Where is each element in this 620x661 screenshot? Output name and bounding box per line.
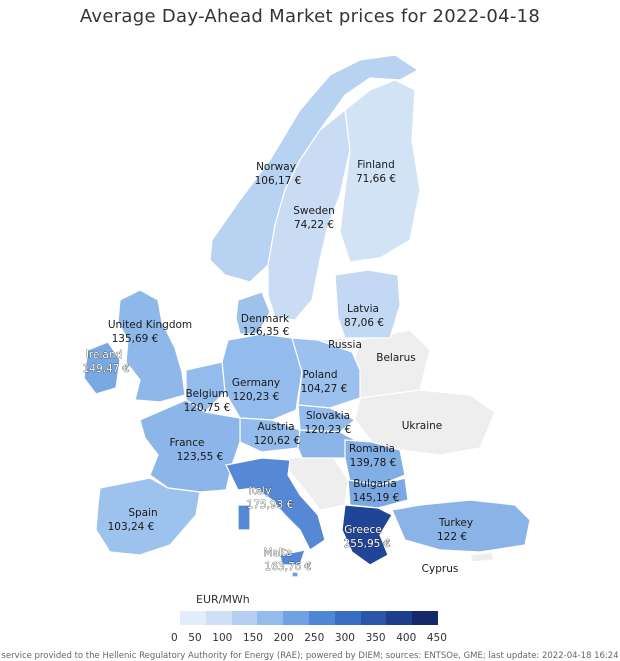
label-sweden-name: Sweden [293,205,335,217]
label-denmark-price: 126,35 € [242,326,290,338]
country-belarus[interactable] [352,330,430,398]
label-italy-name: Italy [248,485,272,497]
label-ukraine-name: Ukraine [401,420,443,432]
label-poland-name: Poland [302,369,338,381]
map-title: Average Day-Ahead Market prices for 2022-04-18 [79,6,541,27]
label-latvia-price: 87,06 € [343,317,385,329]
country-united-kingdom[interactable] [118,290,185,402]
label-italy-price: 175,93 € [246,499,294,511]
legend-swatch [232,611,258,625]
legend-tick-label: 250 [304,632,325,644]
label-france-name: France [169,437,205,449]
country-finland[interactable] [340,80,420,262]
legend-tick-label: 100 [212,632,233,644]
legend-swatch [412,611,438,625]
label-cyprus-name: Cyprus [421,563,459,575]
label-slovakia-price: 120,23 € [304,424,352,436]
label-latvia-name: Latvia [347,303,379,315]
legend-tick-label: 0 [171,632,178,644]
legend-title: EUR/MWh [196,593,250,606]
label-malta-price: 163,76 € [264,561,312,573]
legend-swatch [309,611,335,625]
country-cyprus[interactable] [470,552,494,562]
label-uk-price: 135,69 € [111,333,159,345]
legend-ticks [171,632,447,644]
legend-tick-label: 400 [396,632,417,644]
label-poland-price: 104,27 € [300,383,348,395]
label-spain-price: 103,24 € [107,521,155,533]
label-sweden-price: 74,22 € [293,219,335,231]
label-belgium-name: Belgium [185,388,229,400]
label-ireland-price: 149,47 € [82,363,130,375]
legend-swatch [206,611,232,625]
label-romania-name: Romania [349,443,395,455]
label-turkey-name: Turkey [438,517,474,529]
legend-tick-label: 300 [334,632,355,644]
legend-tick-label: 150 [242,632,263,644]
legend-tick-label: 50 [188,632,202,644]
label-russia-name: Russia [328,339,362,351]
label-greece-name: Greece [344,524,382,536]
label-germany-price: 120,23 € [232,391,280,403]
label-bulgaria-name: Bulgaria [353,478,397,490]
label-malta-name: Malta [263,547,293,559]
label-finland-name: Finland [357,159,395,171]
legend-swatch [335,611,361,625]
label-ireland-name: Ireland [85,349,123,361]
label-austria-name: Austria [257,421,295,433]
label-germany-name: Germany [231,377,281,389]
legend-swatch [386,611,412,625]
label-turkey-price: 122 € [436,531,468,543]
label-finland-price: 71,66 € [355,173,397,185]
legend-swatch [180,611,206,625]
legend-swatch [361,611,387,625]
label-austria-price: 120,62 € [253,435,301,447]
legend-tick-label: 350 [365,632,386,644]
color-scale-legend [180,611,438,625]
label-romania-price: 139,78 € [349,457,397,469]
legend-tick-label: 450 [426,632,447,644]
label-belgium-price: 120,75 € [183,402,231,414]
label-bulgaria-price: 145,19 € [352,492,400,504]
footer-credits: service provided to the Hellenic Regulatory Authority for Energy (RAE); powered by DIEM; sources: ENTSOe, GME; last update: 2022-04-18 16:24 [1,651,619,661]
label-denmark-name: Denmark [240,313,290,325]
legend-swatch [257,611,283,625]
label-norway-price: 106,17 € [254,175,302,187]
label-greece-price: 255,95 € [343,538,391,550]
label-slovakia-name: Slovakia [305,410,351,422]
label-uk-name: United Kingdom [107,319,193,331]
label-belarus-name: Belarus [376,352,416,364]
label-norway-name: Norway [256,161,296,173]
legend-swatch [283,611,309,625]
label-spain-name: Spain [128,507,158,519]
legend-tick-label: 200 [273,632,294,644]
label-france-price: 123,55 € [176,451,224,463]
